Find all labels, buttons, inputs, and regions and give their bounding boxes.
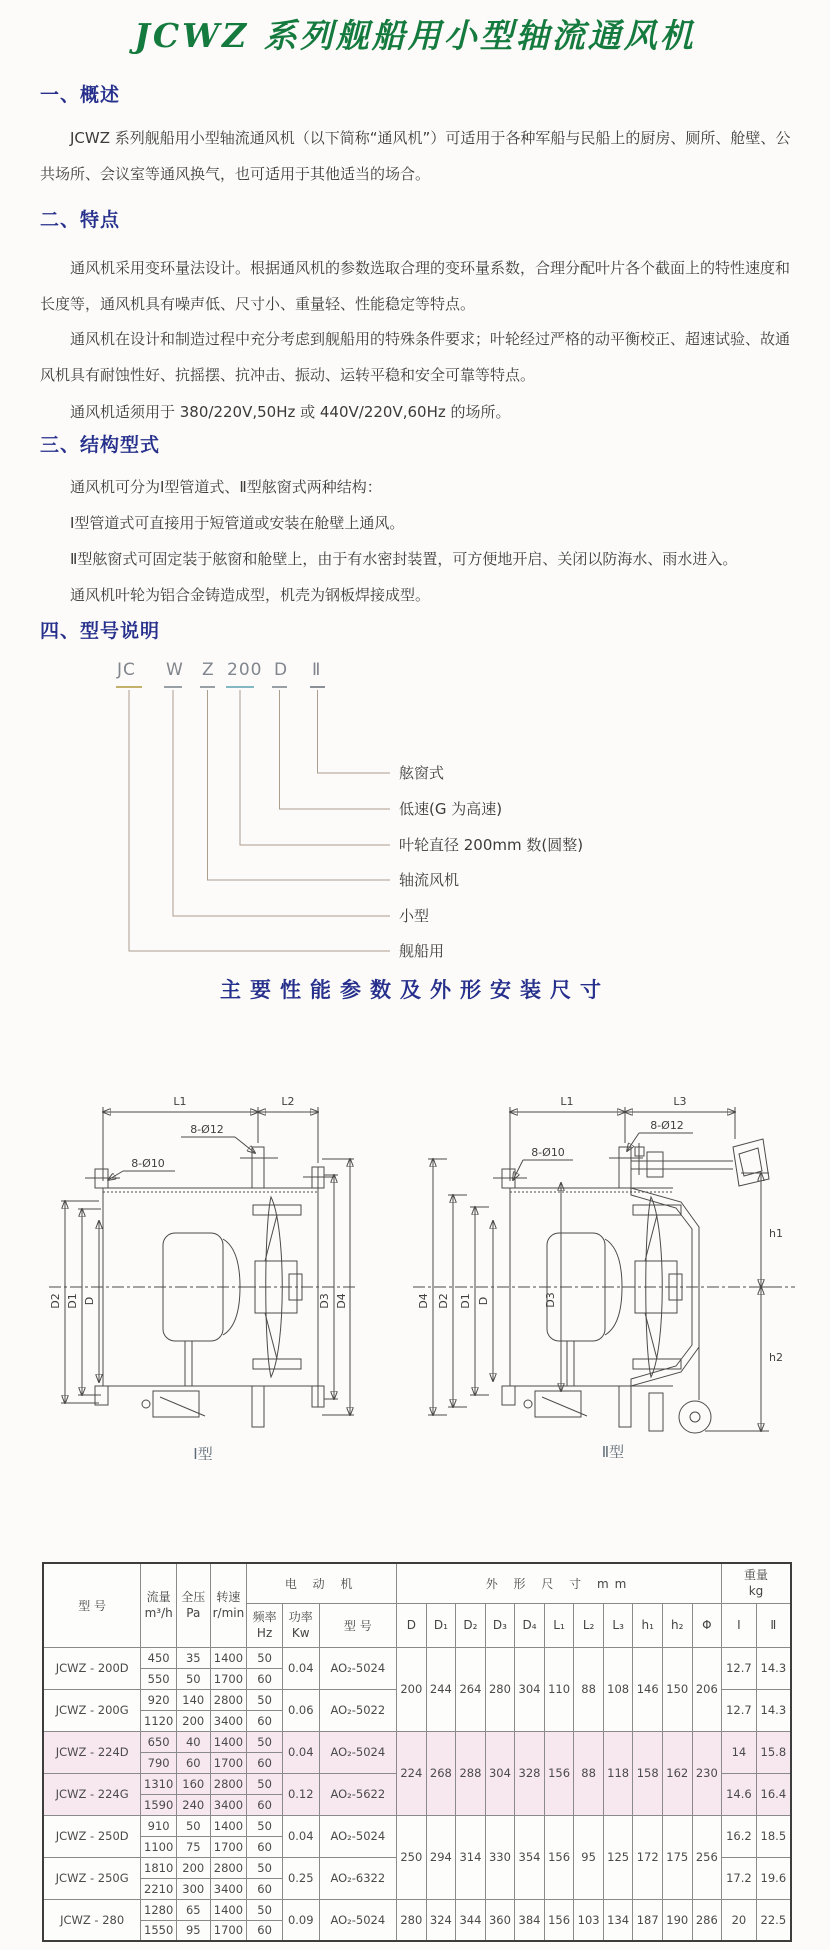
- freq-cell: 50: [247, 1647, 283, 1668]
- pressure-cell: 40: [176, 1731, 210, 1752]
- section-heading-overview: 一、概述: [40, 84, 121, 106]
- speed-cell: 2800: [210, 1689, 247, 1710]
- dim-cell: 330: [485, 1815, 515, 1899]
- flow-cell: 1100: [141, 1836, 177, 1857]
- type1-fan-drawing: [35, 1055, 365, 1450]
- weight2-cell: 19.6: [756, 1857, 791, 1899]
- overview-paragraph: JCWZ 系列舰船用小型轴流通风机（以下简称“通风机”）可适用于各种军船与民船上的厨房、厕所、舱壁、公共场所、会议室等通风换气，也可适用于其他适当的场合。: [40, 129, 791, 183]
- structure-paragraphs: [40, 469, 796, 613]
- code-label-impeller-diameter: 叶轮直径 200mm 数(圆整): [399, 836, 584, 854]
- header-dim-l3: L₃: [603, 1603, 633, 1647]
- dim-cell: 156: [544, 1731, 574, 1815]
- type2-fan-drawing: [395, 1055, 810, 1450]
- dim-cell: 244: [426, 1647, 456, 1731]
- dim-cell: 118: [603, 1731, 633, 1815]
- speed-cell: 1700: [210, 1668, 247, 1689]
- code-label-speed: 低速(G 为高速): [399, 800, 503, 818]
- motor-model-cell: AO₂-5622: [319, 1773, 396, 1815]
- motor-model-cell: AO₂-5022: [319, 1689, 396, 1731]
- power-cell: 0.25: [282, 1857, 319, 1899]
- pressure-cell: 35: [176, 1647, 210, 1668]
- header-dim-h2: h₂: [662, 1603, 692, 1647]
- dim-cell: 150: [662, 1647, 692, 1731]
- features-paragraph-3: 通风机适须用于 380/220V,50Hz 或 440V/220V,60Hz 的场所。: [70, 403, 511, 421]
- dim-cell: 110: [544, 1647, 574, 1731]
- motor-model-cell: AO₂-5024: [319, 1899, 396, 1941]
- header-dim-l1: L₁: [544, 1603, 574, 1647]
- dim-cell: 286: [692, 1899, 722, 1941]
- structure-paragraph-2: Ⅰ型管道式可直接用于短管道或安装在舱壁上通风。: [70, 514, 405, 532]
- type1-label: Ⅰ型: [193, 1445, 213, 1463]
- dim-cell: 200: [397, 1647, 427, 1731]
- motor-model-cell: AO₂-5024: [319, 1731, 396, 1773]
- code-segment-z: Z: [202, 660, 215, 680]
- dim-cell: 230: [692, 1731, 722, 1815]
- freq-cell: 60: [247, 1710, 283, 1731]
- dim-cell: 187: [633, 1899, 663, 1941]
- dim-cell: 108: [603, 1647, 633, 1731]
- dim-cell: 384: [515, 1899, 545, 1941]
- header-group-weight: 重量 kg: [722, 1563, 791, 1603]
- weight1-cell: 16.2: [722, 1815, 757, 1857]
- speed-cell: 1400: [210, 1899, 247, 1920]
- speed-cell: 2800: [210, 1857, 247, 1878]
- code-segment-d: D: [274, 660, 289, 680]
- dim-cell: 324: [426, 1899, 456, 1941]
- dim-cell: 268: [426, 1731, 456, 1815]
- dim-cell: 156: [544, 1815, 574, 1899]
- header-dim-d4: D₄: [515, 1603, 545, 1647]
- flow-cell: 1810: [141, 1857, 177, 1878]
- weight1-cell: 14: [722, 1731, 757, 1773]
- pressure-cell: 60: [176, 1752, 210, 1773]
- power-cell: 0.04: [282, 1815, 319, 1857]
- code-label-small-type: 小型: [399, 907, 430, 925]
- structure-paragraph-4: 通风机叶轮为铝合金铸造成型，机壳为钢板焊接成型。: [70, 586, 431, 604]
- weight1-cell: 12.7: [722, 1647, 757, 1689]
- pressure-cell: 75: [176, 1836, 210, 1857]
- dim-cell: 103: [574, 1899, 604, 1941]
- code-segment-200: 200: [227, 660, 263, 680]
- section-heading-features: 二、特点: [40, 209, 121, 231]
- weight2-cell: 22.5: [756, 1899, 791, 1941]
- freq-cell: 50: [247, 1815, 283, 1836]
- flow-cell: 1550: [141, 1920, 177, 1941]
- flow-cell: 920: [141, 1689, 177, 1710]
- header-frequency: 频率 Hz: [247, 1603, 283, 1647]
- freq-cell: 50: [247, 1899, 283, 1920]
- header-dim-d3: D₃: [485, 1603, 515, 1647]
- weight2-cell: 14.3: [756, 1647, 791, 1689]
- freq-cell: 60: [247, 1668, 283, 1689]
- weight2-cell: 15.8: [756, 1731, 791, 1773]
- pressure-cell: 300: [176, 1878, 210, 1899]
- dim-label-d4: D4: [335, 1293, 348, 1309]
- flow-cell: 650: [141, 1731, 177, 1752]
- dim-cell: 304: [485, 1731, 515, 1815]
- model-cell: JCWZ - 200G: [43, 1689, 141, 1731]
- dim-label-d1: D1: [459, 1293, 472, 1309]
- pressure-cell: 50: [176, 1668, 210, 1689]
- model-cell: JCWZ - 250G: [43, 1857, 141, 1899]
- structure-paragraph-3: Ⅱ型舷窗式可固定装于舷窗和舱壁上，由于有水密封装置，可方便地开启、关闭以防海水、雨水进入。: [70, 550, 738, 568]
- freq-cell: 50: [247, 1731, 283, 1752]
- header-dim-l2: L₂: [574, 1603, 604, 1647]
- pressure-cell: 240: [176, 1794, 210, 1815]
- dim-label-l1: L1: [173, 1095, 187, 1108]
- parameters-heading: 主要性能参数及外形安装尺寸: [220, 978, 610, 1002]
- dim-cell: 190: [662, 1899, 692, 1941]
- dim-cell: 224: [397, 1731, 427, 1815]
- code-label-marine-use: 舰船用: [399, 942, 445, 960]
- dim-cell: 344: [456, 1899, 486, 1941]
- pressure-cell: 200: [176, 1857, 210, 1878]
- dim-cell: 162: [662, 1731, 692, 1815]
- type2-label: Ⅱ型: [601, 1443, 625, 1461]
- callout-8-d12: 8-Ø12: [650, 1119, 684, 1132]
- header-dim-h1: h₁: [633, 1603, 663, 1647]
- header-dim-d1: D₁: [426, 1603, 456, 1647]
- dim-cell: 156: [544, 1899, 574, 1941]
- weight2-cell: 16.4: [756, 1773, 791, 1815]
- dim-cell: 288: [456, 1731, 486, 1815]
- weight1-cell: 17.2: [722, 1857, 757, 1899]
- dim-cell: 134: [603, 1899, 633, 1941]
- model-cell: JCWZ - 200D: [43, 1647, 141, 1689]
- features-paragraph-2: 通风机在设计和制造过程中充分考虑到舰船用的特殊条件要求；叶轮经过严格的动平衡校正、超速试验、故通风机具有耐蚀性好、抗摇摆、抗冲击、振动、运转平稳和安全可靠等特点。: [40, 330, 791, 384]
- dim-label-d2: D2: [437, 1293, 450, 1309]
- power-cell: 0.04: [282, 1647, 319, 1689]
- dim-label-d: D: [83, 1296, 96, 1306]
- dim-cell: 250: [397, 1815, 427, 1899]
- dim-label-d2: D2: [49, 1293, 62, 1309]
- freq-cell: 60: [247, 1878, 283, 1899]
- dim-cell: 328: [515, 1731, 545, 1815]
- dim-label-d4: D4: [417, 1293, 430, 1309]
- header-power: 功率 Kw: [282, 1603, 319, 1647]
- dim-cell: 125: [603, 1815, 633, 1899]
- dim-cell: 146: [633, 1647, 663, 1731]
- speed-cell: 3400: [210, 1710, 247, 1731]
- dim-label-h1: h1: [769, 1227, 783, 1240]
- dim-label-h2: h2: [769, 1351, 783, 1364]
- model-cell: JCWZ - 224G: [43, 1773, 141, 1815]
- speed-cell: 3400: [210, 1794, 247, 1815]
- code-segment-ii: Ⅱ: [312, 660, 322, 680]
- section-heading-model-code: 四、型号说明: [40, 620, 161, 642]
- power-cell: 0.09: [282, 1899, 319, 1941]
- header-motor-model: 型 号: [319, 1603, 396, 1647]
- speed-cell: 1700: [210, 1752, 247, 1773]
- freq-cell: 50: [247, 1689, 283, 1710]
- dim-cell: 158: [633, 1731, 663, 1815]
- dim-cell: 280: [485, 1647, 515, 1731]
- pressure-cell: 140: [176, 1689, 210, 1710]
- weight2-cell: 14.3: [756, 1689, 791, 1731]
- dim-cell: 95: [574, 1815, 604, 1899]
- dim-label-d3: D3: [544, 1292, 557, 1308]
- freq-cell: 60: [247, 1920, 283, 1941]
- header-dim-d: D: [397, 1603, 427, 1647]
- dim-cell: 172: [633, 1815, 663, 1899]
- callout-8-d10: 8-Ø10: [531, 1146, 565, 1159]
- speed-cell: 2800: [210, 1773, 247, 1794]
- dim-cell: 88: [574, 1731, 604, 1815]
- structure-paragraph-1: 通风机可分为Ⅰ型管道式、Ⅱ型舷窗式两种结构：: [70, 478, 382, 496]
- dim-label-l2: L2: [281, 1095, 295, 1108]
- flow-cell: 550: [141, 1668, 177, 1689]
- flow-cell: 790: [141, 1752, 177, 1773]
- dim-cell: 294: [426, 1815, 456, 1899]
- dim-cell: 256: [692, 1815, 722, 1899]
- model-cell: JCWZ - 224D: [43, 1731, 141, 1773]
- model-cell: JCWZ - 280: [43, 1899, 141, 1941]
- code-segment-jc: JC: [117, 660, 136, 680]
- callout-8-d10: 8-Ø10: [131, 1157, 165, 1170]
- header-weight-2: Ⅱ: [756, 1603, 791, 1647]
- power-cell: 0.12: [282, 1773, 319, 1815]
- freq-cell: 60: [247, 1752, 283, 1773]
- pressure-cell: 50: [176, 1815, 210, 1836]
- spec-table: [42, 1562, 792, 1942]
- page-title: JCWZ 系列舰船用小型轴流通风机: [134, 16, 696, 55]
- dim-cell: 280: [397, 1899, 427, 1941]
- header-model: 型 号: [43, 1563, 141, 1647]
- speed-cell: 3400: [210, 1878, 247, 1899]
- callout-8-d12: 8-Ø12: [190, 1123, 224, 1136]
- freq-cell: 50: [247, 1857, 283, 1878]
- weight1-cell: 12.7: [722, 1689, 757, 1731]
- weight1-cell: 20: [722, 1899, 757, 1941]
- features-paragraph-1: 通风机采用变环量法设计。根据通风机的参数选取合理的变环量系数，合理分配叶片各个截面上的特性速度和长度等，通风机具有噪声低、尺寸小、重量轻、性能稳定等特点。: [40, 259, 791, 313]
- model-code-connector-lines: [0, 650, 600, 970]
- flow-cell: 910: [141, 1815, 177, 1836]
- dim-cell: 360: [485, 1899, 515, 1941]
- header-dim-phi: Φ: [692, 1603, 722, 1647]
- pressure-cell: 160: [176, 1773, 210, 1794]
- motor-model-cell: AO₂-5024: [319, 1815, 396, 1857]
- header-weight-1: Ⅰ: [722, 1603, 757, 1647]
- speed-cell: 1700: [210, 1920, 247, 1941]
- flow-cell: 1590: [141, 1794, 177, 1815]
- pressure-cell: 95: [176, 1920, 210, 1941]
- header-speed: 转速 r/min: [210, 1563, 247, 1647]
- header-pressure: 全压 Pa: [176, 1563, 210, 1647]
- freq-cell: 50: [247, 1773, 283, 1794]
- freq-cell: 60: [247, 1794, 283, 1815]
- flow-cell: 2210: [141, 1878, 177, 1899]
- power-cell: 0.04: [282, 1731, 319, 1773]
- dim-label-l1: L1: [560, 1095, 574, 1108]
- dim-cell: 354: [515, 1815, 545, 1899]
- flow-cell: 450: [141, 1647, 177, 1668]
- dim-cell: 206: [692, 1647, 722, 1731]
- header-flow: 流量 m³/h: [141, 1563, 177, 1647]
- dim-cell: 88: [574, 1647, 604, 1731]
- code-segment-w: W: [166, 660, 184, 680]
- dim-label-l3: L3: [673, 1095, 687, 1108]
- dim-label-d1: D1: [66, 1293, 79, 1309]
- section-heading-structure: 三、结构型式: [40, 434, 161, 456]
- code-label-porthole: 舷窗式: [399, 764, 445, 782]
- dim-cell: 304: [515, 1647, 545, 1731]
- code-label-axial-fan: 轴流风机: [399, 871, 460, 889]
- pressure-cell: 65: [176, 1899, 210, 1920]
- motor-model-cell: AO₂-6322: [319, 1857, 396, 1899]
- dim-label-d: D: [477, 1296, 490, 1306]
- model-cell: JCWZ - 250D: [43, 1815, 141, 1857]
- dim-cell: 175: [662, 1815, 692, 1899]
- flow-cell: 1280: [141, 1899, 177, 1920]
- power-cell: 0.06: [282, 1689, 319, 1731]
- motor-model-cell: AO₂-5024: [319, 1647, 396, 1689]
- freq-cell: 60: [247, 1836, 283, 1857]
- flow-cell: 1120: [141, 1710, 177, 1731]
- weight1-cell: 14.6: [722, 1773, 757, 1815]
- speed-cell: 1400: [210, 1731, 247, 1752]
- header-group-motor: 电 动 机: [247, 1563, 397, 1603]
- speed-cell: 1700: [210, 1836, 247, 1857]
- header-group-dimensions: 外 形 尺 寸 mm: [397, 1563, 722, 1603]
- dim-cell: 314: [456, 1815, 486, 1899]
- header-dim-d2: D₂: [456, 1603, 486, 1647]
- dim-label-d3: D3: [318, 1293, 331, 1309]
- dim-cell: 264: [456, 1647, 486, 1731]
- speed-cell: 1400: [210, 1647, 247, 1668]
- pressure-cell: 200: [176, 1710, 210, 1731]
- flow-cell: 1310: [141, 1773, 177, 1794]
- speed-cell: 1400: [210, 1815, 247, 1836]
- weight2-cell: 18.5: [756, 1815, 791, 1857]
